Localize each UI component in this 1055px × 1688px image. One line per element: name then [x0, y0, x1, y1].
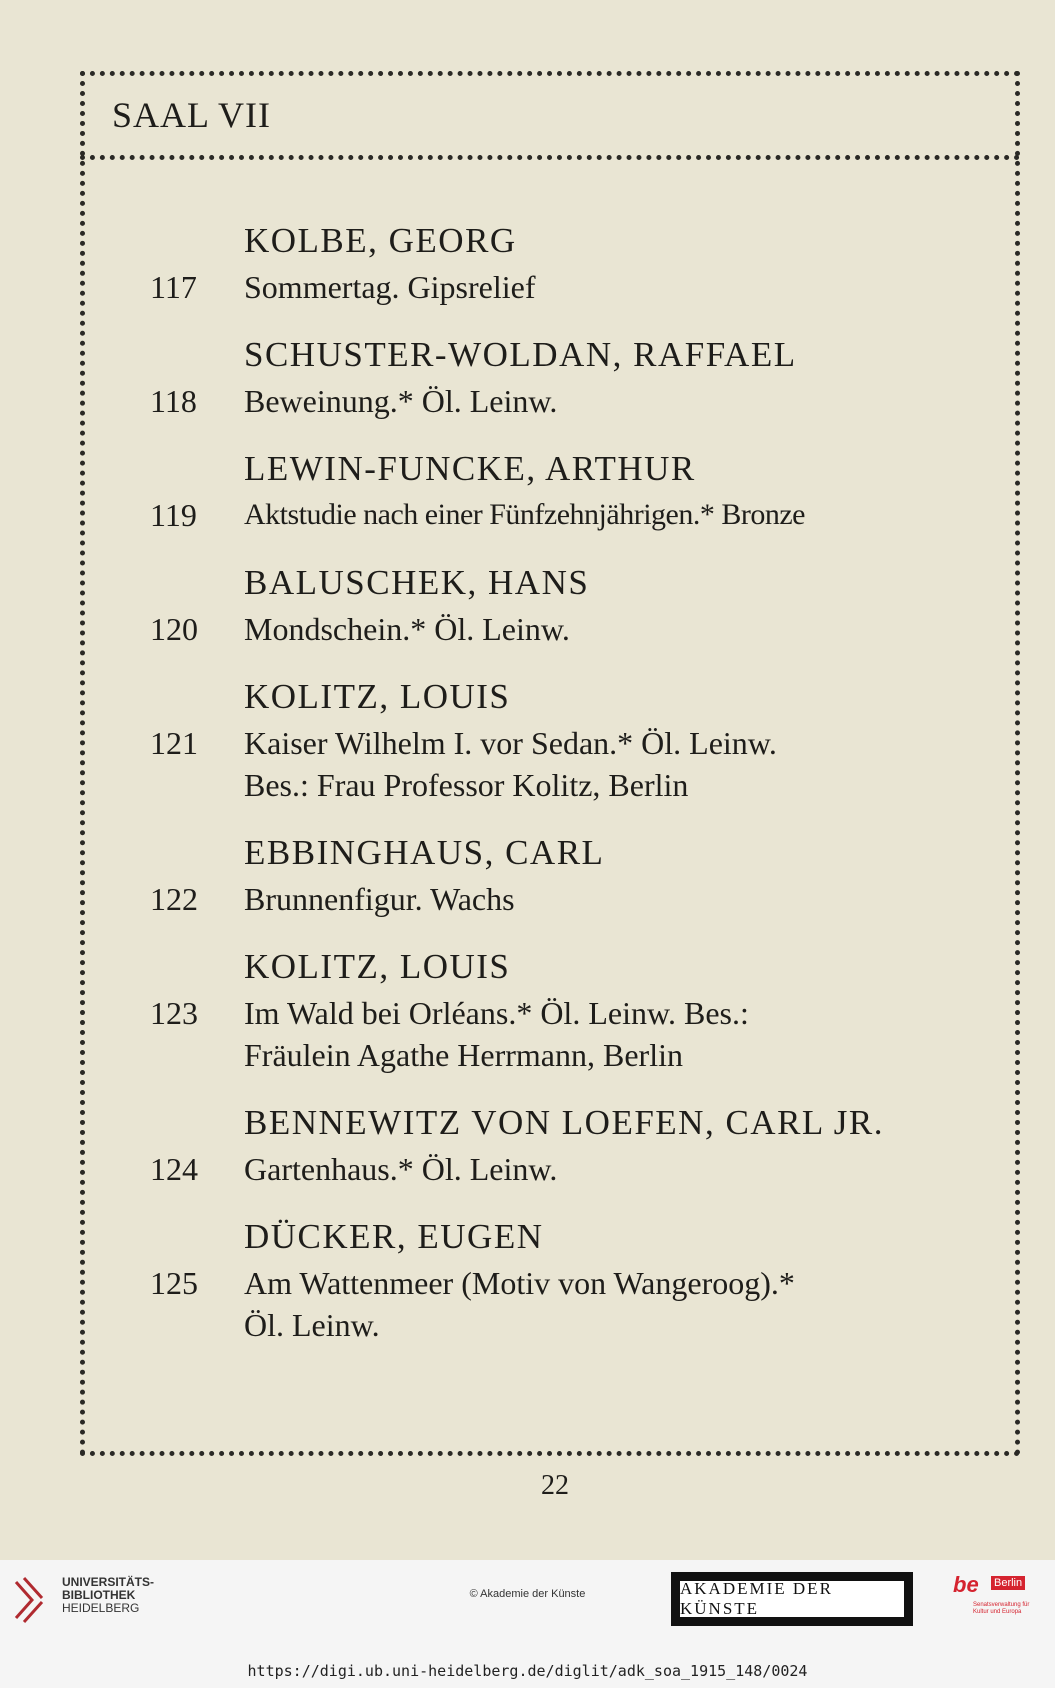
catalog-entry	[150, 334, 960, 422]
work-description: Mondschein.* Öl. Leinw.	[244, 611, 570, 647]
work-description: Sommertag. Gipsrelief	[244, 269, 536, 305]
copyright-notice: © Akademie der Künste	[469, 1588, 586, 1600]
catalog-entry	[150, 946, 960, 1076]
catalog-number: 122	[150, 881, 198, 917]
catalog-number: 118	[150, 383, 197, 419]
berlin-senate-logo[interactable]	[951, 1572, 1039, 1630]
artist-name: SCHUSTER-WOLDAN, RAFFAEL	[244, 335, 797, 374]
artist-name: KOLITZ, LOUIS	[244, 947, 511, 986]
owner-note: Bes.: Frau Professor Kolitz, Berlin	[244, 767, 689, 803]
owner-note: Öl. Leinw.	[244, 1307, 380, 1343]
catalog-number: 119	[150, 497, 197, 533]
catalog-number: 120	[150, 611, 198, 647]
catalog-number: 124	[150, 1151, 198, 1187]
catalog-number: 121	[150, 725, 198, 761]
berlin-box-label: Berlin	[991, 1576, 1025, 1590]
catalog-entry	[150, 832, 960, 920]
catalog-entry	[150, 220, 960, 308]
catalog-number: 123	[150, 995, 198, 1031]
work-description: Brunnenfigur. Wachs	[244, 881, 515, 917]
catalog-entry	[150, 1102, 960, 1190]
owner-note: Fräulein Agathe Herrmann, Berlin	[244, 1037, 683, 1073]
catalog-entry	[150, 448, 960, 536]
catalog-number: 125	[150, 1265, 198, 1301]
work-description: Aktstudie nach einer Fünfzehnjährigen.* Bronze	[244, 498, 805, 531]
catalog-entry	[150, 1216, 960, 1346]
berlin-sub-label: Senatsverwaltung für Kultur und Europa	[973, 1602, 1030, 1615]
artist-name: BALUSCHEK, HANS	[244, 563, 590, 602]
work-description: Beweinung.* Öl. Leinw.	[244, 383, 558, 419]
akademie-logo-text: AKADEMIE DER KÜNSTE	[680, 1581, 904, 1617]
catalog-number: 117	[150, 269, 197, 305]
artist-name: BENNEWITZ VON LOEFEN, CARL JR.	[244, 1103, 884, 1142]
work-description: Kaiser Wilhelm I. vor Sedan.* Öl. Leinw. Bes.: Frau Professor Kolitz, Berlin	[244, 722, 960, 806]
entry-list	[150, 220, 960, 1372]
catalog-entry	[150, 562, 960, 650]
catalog-entry	[150, 676, 960, 806]
header-divider	[80, 155, 1020, 160]
page-number: 22	[541, 1470, 569, 1501]
library-name: UNIVERSITÄTS- BIBLIOTHEK HEIDELBERG	[62, 1575, 155, 1615]
artist-name: KOLBE, GEORG	[244, 221, 517, 260]
berlin-be-mark: be	[953, 1572, 979, 1597]
source-url[interactable]: https://digi.ub.uni-heidelberg.de/diglit/adk_soa_1915_148/0024	[247, 1662, 808, 1680]
artist-name: EBBINGHAUS, CARL	[244, 833, 605, 872]
work-description: Am Wattenmeer (Motiv von Wangeroog).* Öl. Leinw.	[244, 1262, 960, 1346]
library-crest-icon	[12, 1572, 52, 1628]
artist-name: KOLITZ, LOUIS	[244, 677, 511, 716]
work-description: Im Wald bei Orléans.* Öl. Leinw. Bes.: Fräulein Agathe Herrmann, Berlin	[244, 992, 960, 1076]
artist-name: LEWIN-FUNCKE, ARTHUR	[244, 449, 696, 488]
university-library-logo[interactable]	[12, 1572, 154, 1628]
room-title: SAAL VII	[112, 95, 271, 135]
viewer-footer	[0, 1560, 1055, 1688]
work-description: Gartenhaus.* Öl. Leinw.	[244, 1151, 558, 1187]
artist-name: DÜCKER, EUGEN	[244, 1217, 544, 1256]
